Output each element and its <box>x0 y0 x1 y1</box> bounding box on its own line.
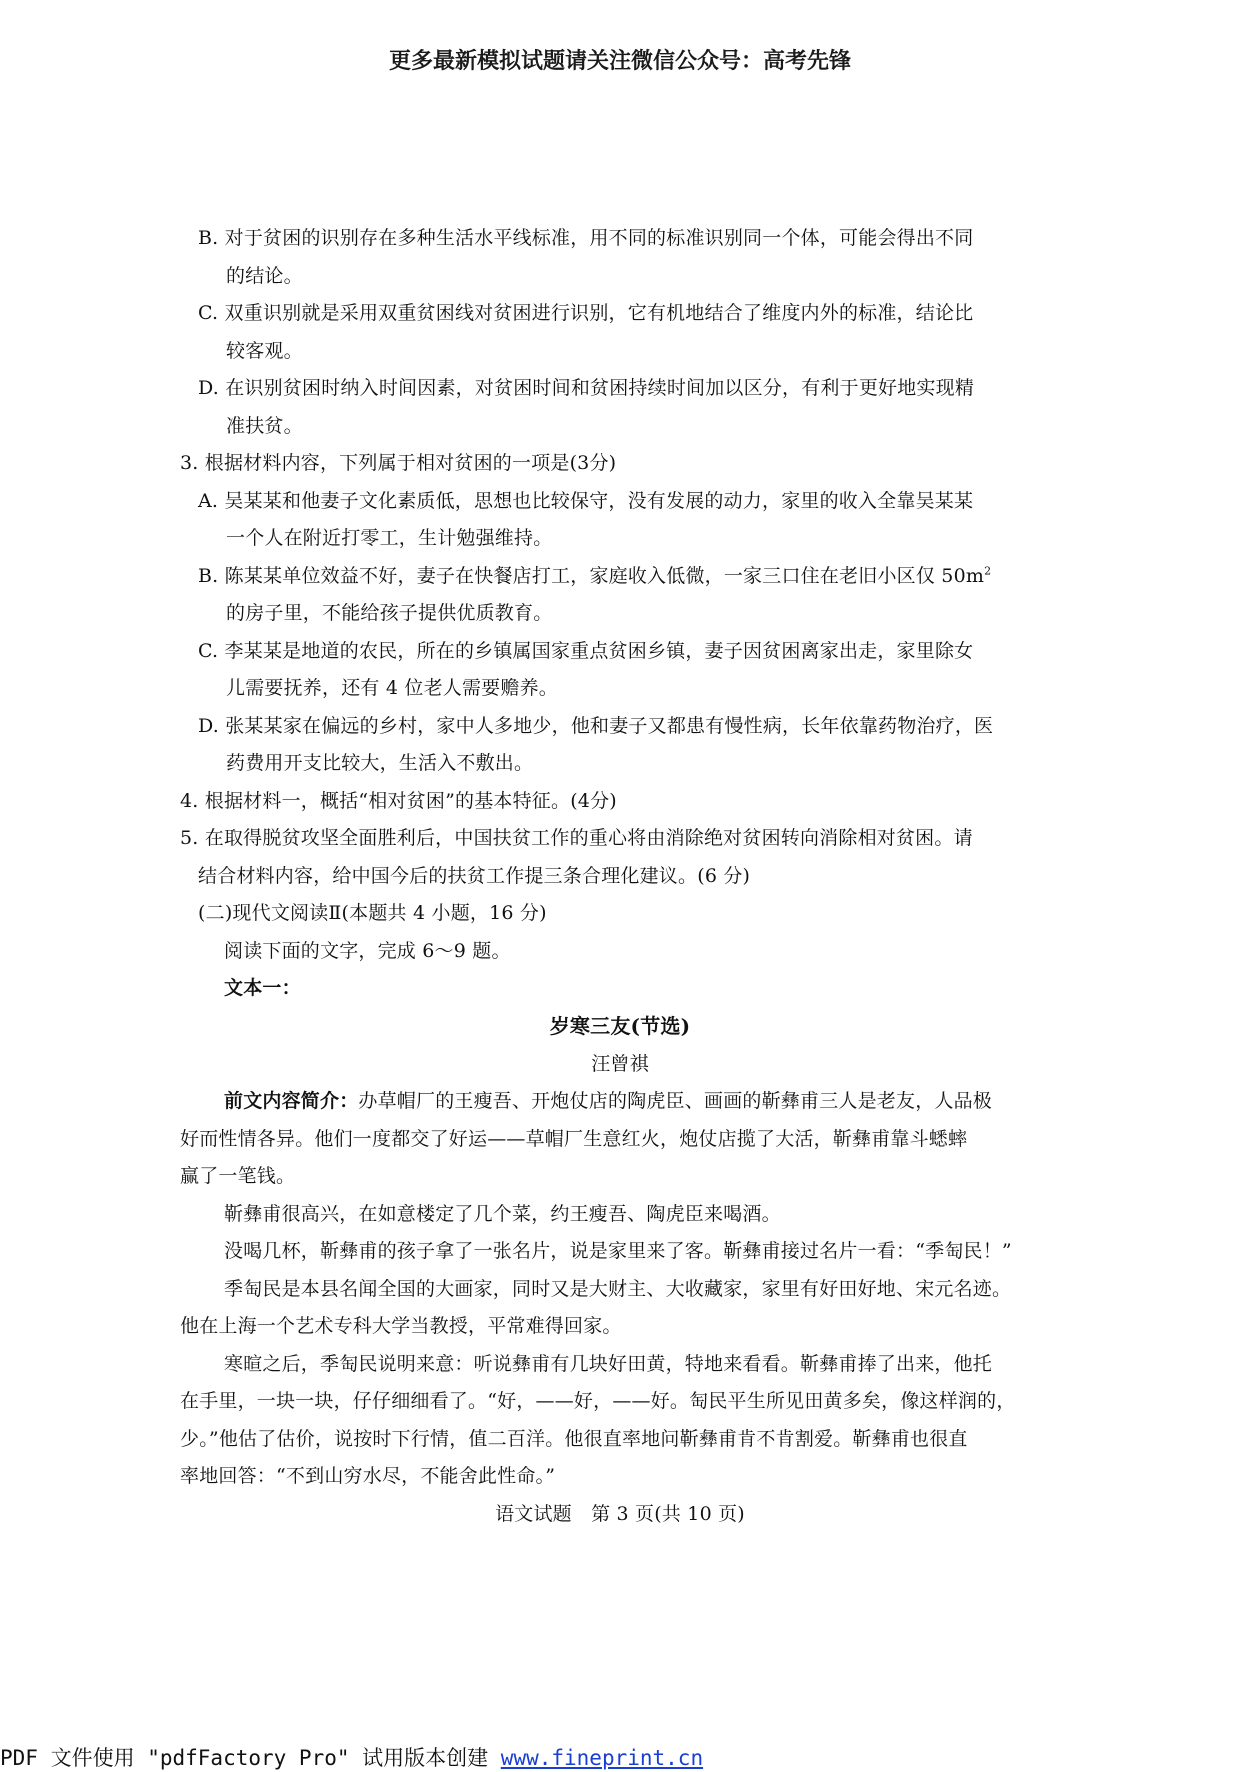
q2-option-d-cont: 准扶贫。 <box>226 415 303 437</box>
story-paragraph-1: 靳彝甫很高兴，在如意楼定了几个菜，约王瘦吾、陶虎臣来喝酒。 <box>224 1203 781 1225</box>
superscript: 2 <box>984 564 992 578</box>
story-paragraph-3: 季匋民是本县名闻全国的大画家，同时又是大财主、大收藏家，家里有好田好地、宋元名迹。 <box>224 1278 1012 1300</box>
q2-option-c: C. 双重识别就是采用双重贫困线对贫困进行识别，它有机地结合了维度内外的标准，结论比 <box>198 302 974 324</box>
q3-option-c-cont: 儿需要抚养，还有 4 位老人需要赡养。 <box>226 677 558 699</box>
q3-option-b <box>198 564 991 588</box>
summary-label: 前文内容简介： <box>224 1090 359 1112</box>
summary-line-3: 赢了一笔钱。 <box>180 1165 296 1187</box>
story-paragraph-4-cont-1: 在手里，一块一块，仔仔细细看了。“好，——好，——好。匋民平生所见田黄多矣，像这样润的， <box>180 1390 1016 1412</box>
q3-option-a: A. 吴某某和他妻子文化素质低，思想也比较保守，没有发展的动力，家里的收入全靠吴某某 <box>198 490 974 512</box>
story-paragraph-4-cont-2: 少。”他估了估价，说按时下行情，值二百洋。他很直率地问靳彝甫肯不肯割爱。靳彝甫也很直 <box>180 1428 968 1450</box>
text-label: 文本一： <box>224 977 301 999</box>
story-paragraph-2: 没喝几杯，靳彝甫的孩子拿了一张名片，说是家里来了客。靳彝甫接过名片一看：“季匋民！” <box>224 1240 1012 1262</box>
page-footer: 语文试题 第 3 页(共 10 页) <box>495 1503 745 1525</box>
story-paragraph-4: 寒暄之后，季匋民说明来意：听说彝甫有几块好田黄，特地来看看。靳彝甫捧了出来，他托 <box>224 1353 993 1375</box>
q4-stem: 4. 根据材料一，概括“相对贫困”的基本特征。(4分) <box>180 790 617 812</box>
story-title: 岁寒三友(节选) <box>549 1014 691 1038</box>
q2-option-d: D. 在识别贫困时纳入时间因素，对贫困时间和贫困持续时间加以区分，有利于更好地实现精 <box>198 377 975 399</box>
summary-line-1 <box>224 1089 992 1113</box>
q3-option-c: C. 李某某是地道的农民，所在的乡镇属国家重点贫困乡镇，妻子因贫困离家出走，家里除女 <box>198 640 974 662</box>
q2-option-c-cont: 较客观。 <box>226 340 303 362</box>
q5-stem-cont: 结合材料内容，给中国今后的扶贫工作提三条合理化建议。(6 分) <box>198 865 751 887</box>
q5-stem: 5. 在取得脱贫攻坚全面胜利后，中国扶贫工作的重心将由消除绝对贫困转向消除相对贫困。请 <box>180 827 973 849</box>
header-banner: 更多最新模拟试题请关注微信公众号：高考先锋 <box>388 49 851 74</box>
q3-option-a-cont: 一个人在附近打零工，生计勉强维持。 <box>226 527 553 549</box>
summary-line-2: 好而性情各异。他们一度都交了好运——草帽厂生意红火，炮仗店揽了大活，靳彝甫靠斗蟋蟀 <box>180 1128 968 1150</box>
story-paragraph-3-cont: 他在上海一个艺术专科大学当教授，平常难得回家。 <box>180 1315 622 1337</box>
pdf-watermark <box>0 1742 703 1772</box>
story-author: 汪曾祺 <box>591 1053 649 1075</box>
q2-option-b: B. 对于贫困的识别存在多种生活水平线标准，用不同的标准识别同一个体，可能会得出不同 <box>198 227 974 249</box>
q3-option-d: D. 张某某家在偏远的乡村，家中人多地少，他和妻子又都患有慢性病，长年依靠药物治疗，医 <box>198 715 994 737</box>
section-heading: (二)现代文阅读Ⅱ(本题共 4 小题，16 分) <box>198 902 547 924</box>
q3-option-d-cont: 药费用开支比较大，生活入不敷出。 <box>226 752 534 774</box>
story-paragraph-4-cont-3: 率地回答：“不到山穷水尽，不能舍此性命。” <box>180 1465 556 1487</box>
summary-text: 办草帽厂的王瘦吾、开炮仗店的陶虎臣、画画的靳彝甫三人是老友，人品极 <box>358 1090 993 1112</box>
reading-instruction: 阅读下面的文字，完成 6～9 题。 <box>224 940 511 962</box>
q3-option-b-cont: 的房子里，不能给孩子提供优质教育。 <box>226 602 553 624</box>
watermark-link[interactable]: www.fineprint.cn <box>500 1746 704 1770</box>
q2-option-b-cont: 的结论。 <box>226 265 303 287</box>
q3-stem: 3. 根据材料内容，下列属于相对贫困的一项是(3分) <box>180 452 617 474</box>
q3-option-b-text: B. 陈某某单位效益不好，妻子在快餐店打工，家庭收入低微，一家三口住在老旧小区仅 50m <box>198 565 985 587</box>
watermark-text: PDF 文件使用 "pdfFactory Pro" 试用版本创建 <box>0 1746 501 1770</box>
